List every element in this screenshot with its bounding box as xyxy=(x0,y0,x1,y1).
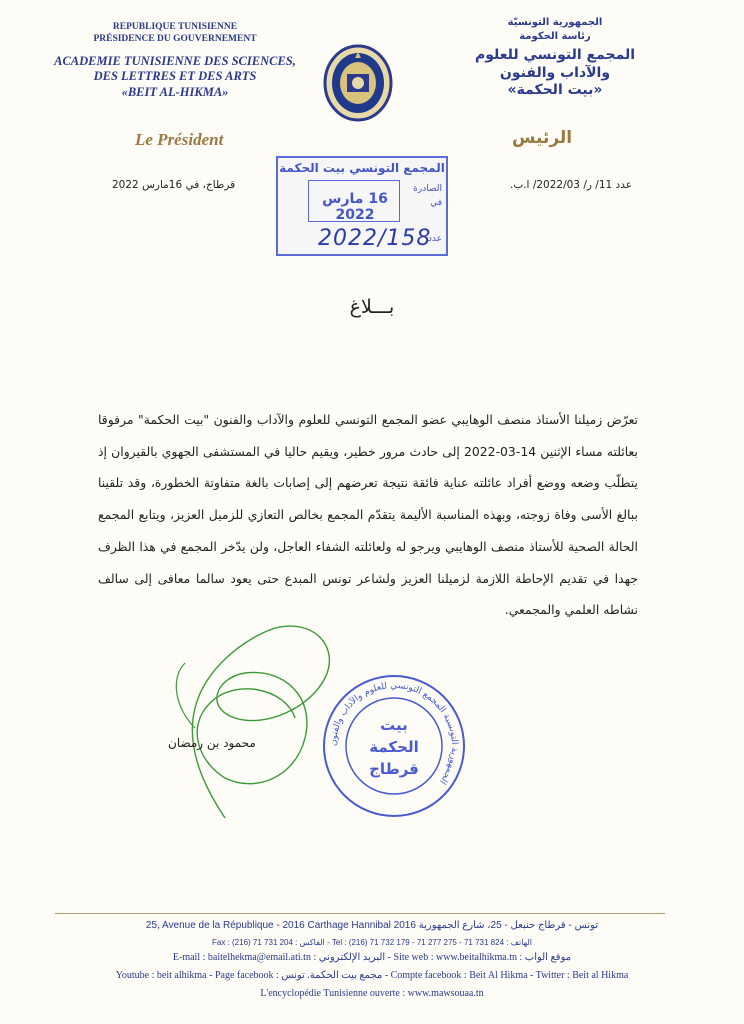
header-ar-academy-3: «بيت الحكمة» xyxy=(507,82,603,98)
header-fr-academy-1: ACADEMIE TUNISIENNE DES SCIENCES, xyxy=(54,53,296,68)
seal-ring-text: الجمهورية التونسية المجمع التونسي للعلوم والآداب والفنون xyxy=(328,680,460,786)
footer-phones: Fax : (216) 71 731 204 : الفاكس - Tel : (216) 71 732 179 - 71 277 275 - 71 731 824 : الهاتف xyxy=(212,938,532,947)
footer-email-web: E-mail : baitelhekma@email.ati.tn : البريد الإلكتروني - Site web : www.beitalhikma.tn : موقع الواب xyxy=(172,952,572,963)
official-seal xyxy=(320,672,468,820)
stamp-side-label: الصادرة xyxy=(413,184,442,194)
header-ar-academy-1: المجمع التونسي للعلوم xyxy=(474,47,636,63)
header-ar-presidency: رئاسة الحكومة xyxy=(519,30,591,42)
header-fr-presidency: PRÉSIDENCE DU GOUVERNEMENT xyxy=(93,33,257,44)
academy-logo xyxy=(323,44,393,122)
header-french xyxy=(40,22,310,101)
president-label-fr: Le Président xyxy=(135,130,224,149)
stamp-date-box xyxy=(308,180,400,222)
footer-divider xyxy=(55,913,665,914)
stamp-header: المجمع التونسي بيت الحكمة xyxy=(279,161,445,175)
seal-center-1: بيت xyxy=(380,716,408,734)
header-fr-academy-2: DES LETTRES ET DES ARTS xyxy=(93,69,257,84)
header-fr-republic: REPUBLIQUE TUNISIENNE xyxy=(112,22,238,32)
stamp-side-label-2: في xyxy=(430,198,442,208)
place-date: قرطاج، في 16مارس 2022 xyxy=(112,179,236,191)
body-paragraph: تعرّض زميلنا الأستاذ منصف الوهايبي عضو المجمع التونسي للعلوم والآداب والفنون "بيت الحكمة" مرفوقا بعائلته مساء الإثنين 14-03-2022 إلى حادث مرور خطير، ويقيم حاليا في المستشفى الجهوي بالقيروان إذ يتطلّب وضعه ووضع أفراد عائلته عناية فائقة نتيجة تعرضهم إلى إصابات بالغة متفاوتة الخطورة، وقد تلقينا ببالغ الأسى وفاة زوجته، وبهذه المناسبة الأليمة يتقدّم المجمع بخالص التعازي للزميل العزيز، ويتابع المجمع الحالة الصحية للأستاذ منصف الوهايبي ويرجو له ولعائلته الشفاء العاجل، ولن يدّخر المجمع في هذا الظرف جهدا في تقديم الإحاطة اللازمة لزميلنا العزيز ولشاعر تونس المبدع حتى يعود سالما معافى إلى سالف نشاطه العلمي والمجمعي. xyxy=(98,412,638,618)
footer-encyclopedia: L'encyclopédie Tunisienne ouverte : www.mawsouaa.tn xyxy=(260,988,484,999)
document-title: بـــلاغ xyxy=(349,296,395,318)
reception-stamp xyxy=(276,156,448,256)
handwritten-signature xyxy=(165,618,345,828)
signatory-name: محمود بن رمضان xyxy=(168,736,256,750)
president-label-ar: الرئيس xyxy=(512,128,573,148)
stamp-number: 2022/158 xyxy=(318,226,432,251)
seal-center-2: الحكمة xyxy=(369,738,419,756)
header-ar-republic: الجمهورية التونسيّة xyxy=(507,17,603,28)
footer-address: 25, Avenue de la République - 2016 Carthage Hannibal 2016 تونس - قرطاج حنبعل - 25، شارع الجمهورية xyxy=(145,920,599,931)
header-arabic xyxy=(455,16,655,100)
reference-number: عدد 11/ ر/ 2022/03/ ا.ب. xyxy=(510,179,632,191)
footer-social: Youtube : beit alhikma - Page facebook : مجمع بيت الحكمة. تونس - Compte facebook : Beit Al Hikma - Twitter : Beit al Hikma xyxy=(115,970,629,981)
header-fr-academy-3: «BEIT AL-HIKMA» xyxy=(121,85,229,99)
stamp-bottom-label: عدد xyxy=(427,234,442,244)
header-ar-academy-2: والآداب والفنون xyxy=(499,64,611,81)
stamp-date: 16 مارس 2022 xyxy=(322,191,388,223)
seal-center-3: قرطاج xyxy=(369,760,419,778)
